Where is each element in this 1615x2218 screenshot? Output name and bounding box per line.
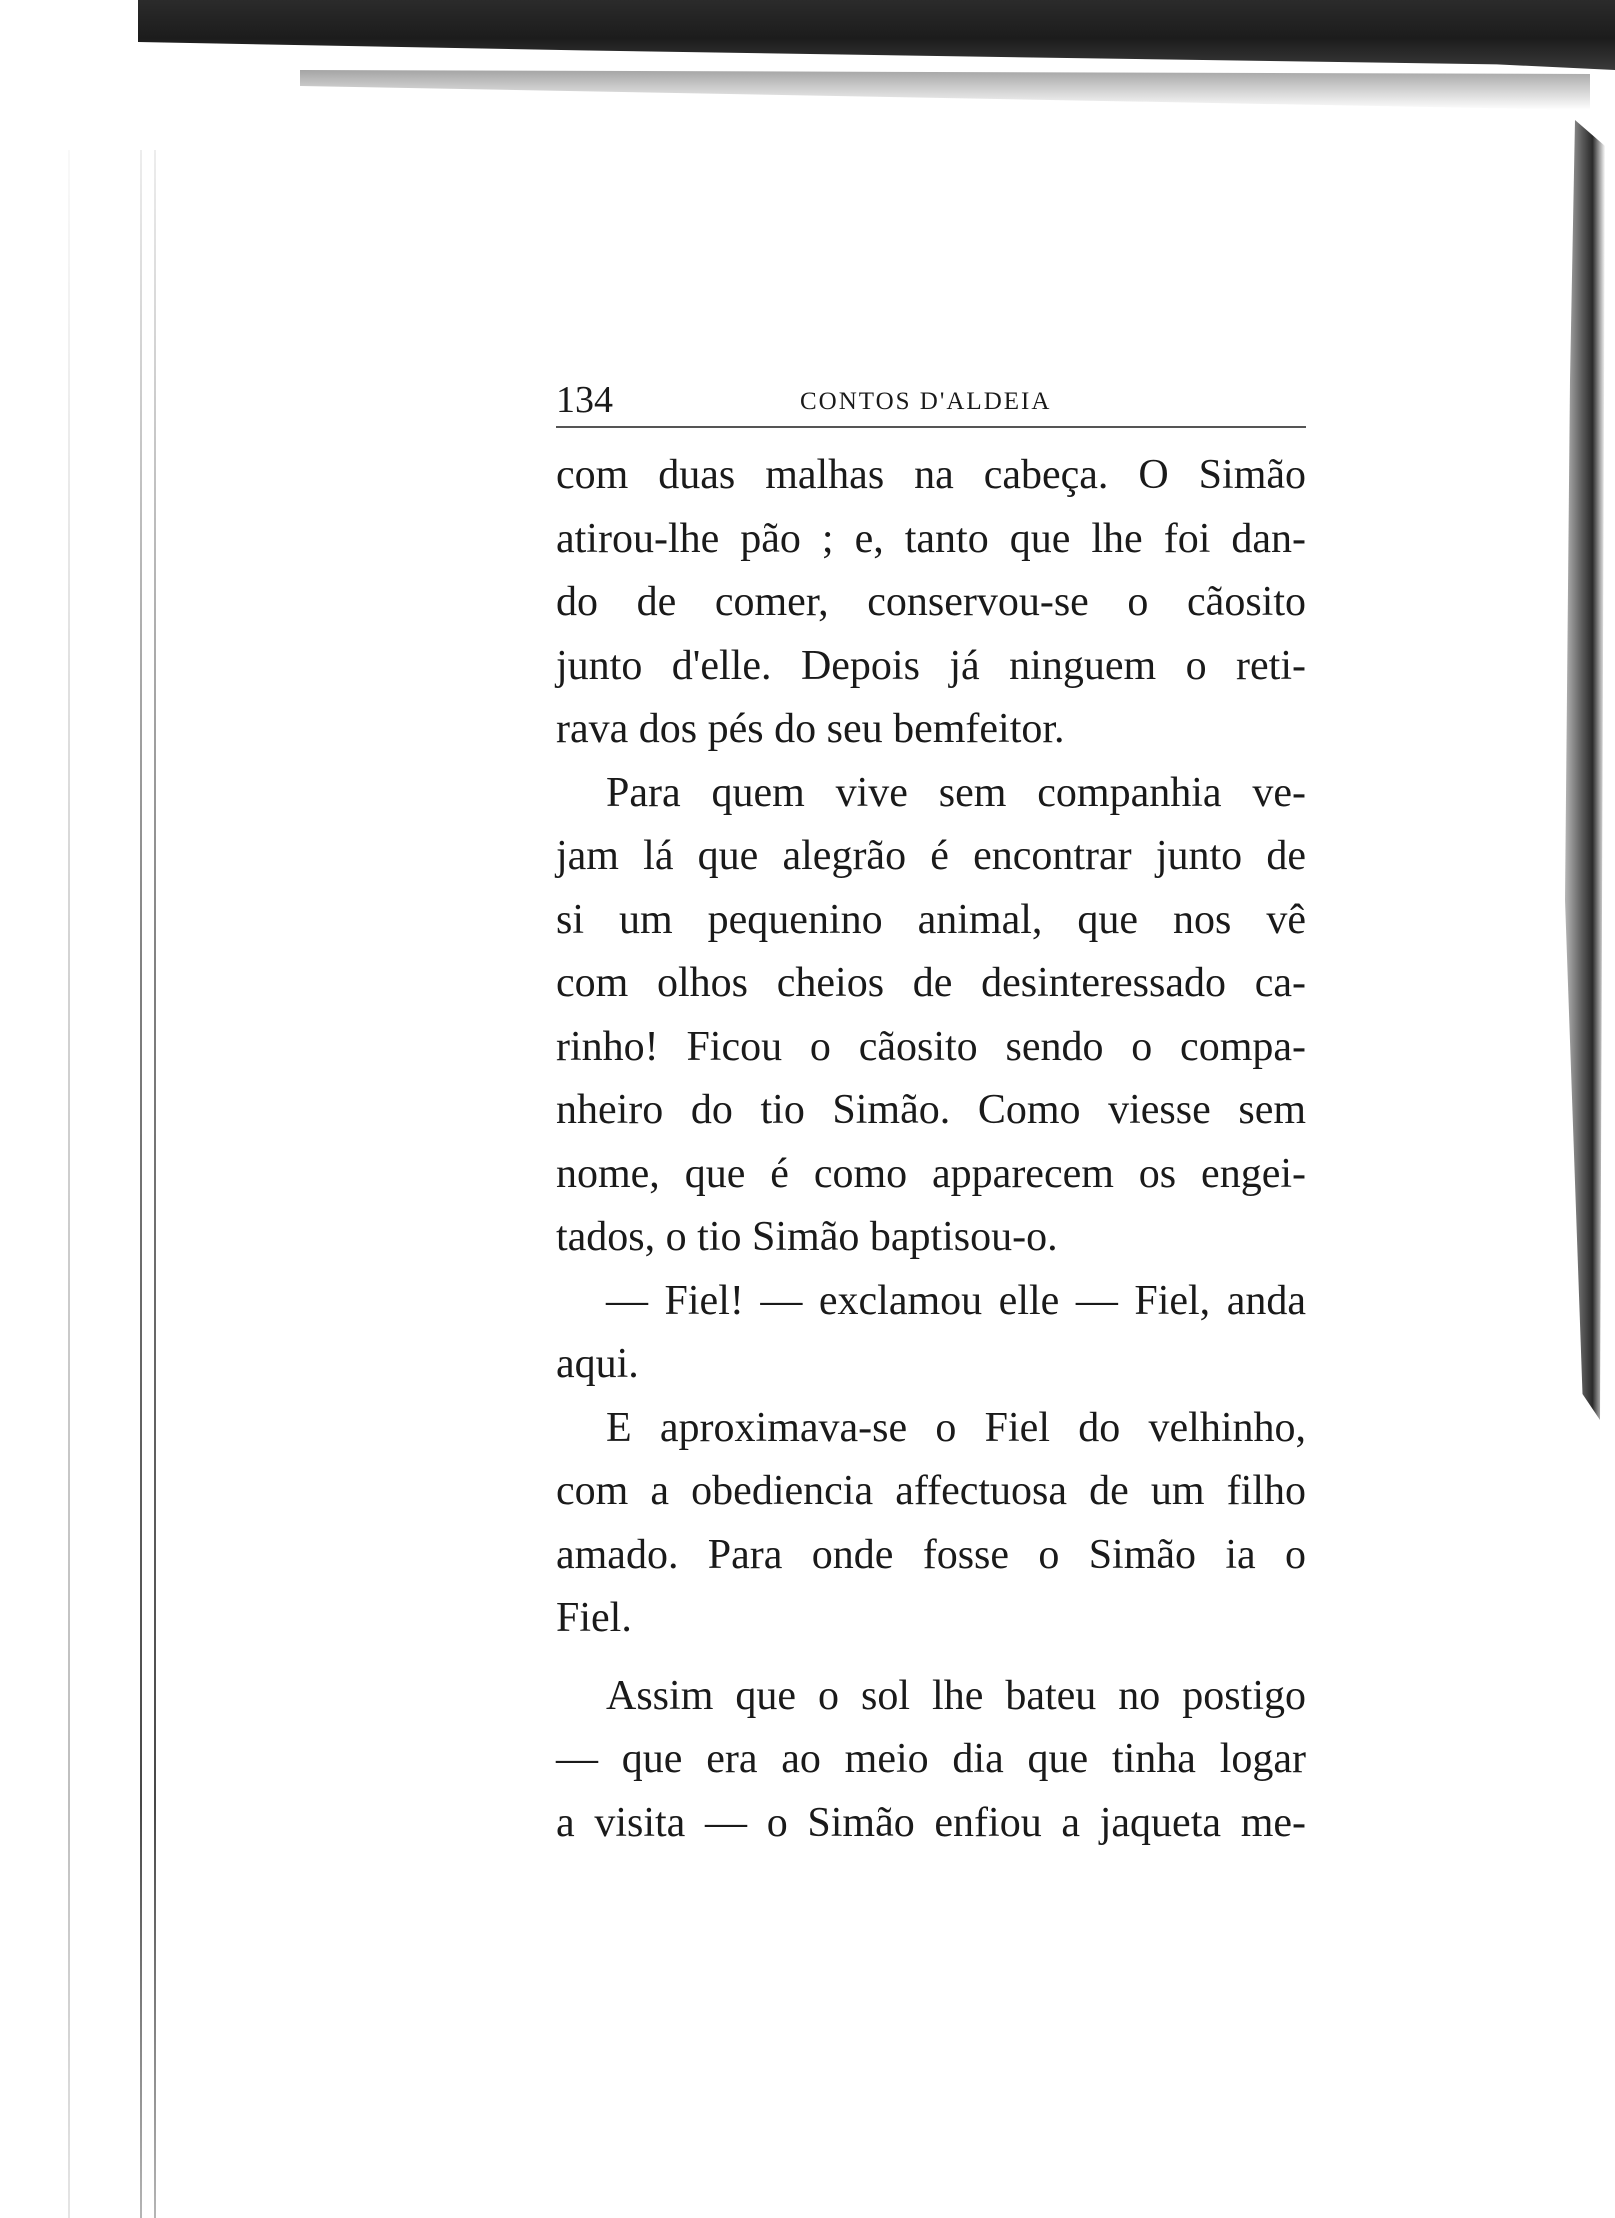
text-line: — Fiel! — exclamou elle — Fiel, anda <box>606 1277 1306 1324</box>
scan-shadow-top-fade <box>300 70 1590 110</box>
running-head <box>556 378 1306 428</box>
text-line: com duas malhas na cabeça. O Simão <box>556 452 1306 498</box>
text-line: rava dos pés do seu bemfeitor. <box>556 706 1065 752</box>
text-line: si um pequenino animal, que nos vê <box>556 896 1306 943</box>
paragraph <box>556 1665 1306 1856</box>
text-line: junto d'elle. Depois já ninguem o reti- <box>556 642 1306 689</box>
text-line: — que era ao meio dia que tinha logar <box>556 1736 1306 1782</box>
book-page <box>556 378 1306 1855</box>
paragraph <box>556 444 1306 762</box>
page-number: 134 <box>556 379 613 421</box>
text-line: Para quem vive sem companhia ve- <box>606 769 1306 816</box>
text-line: Fiel. <box>556 1595 632 1641</box>
scan-shadow-right <box>1555 120 1605 1420</box>
paragraph <box>556 762 1306 1270</box>
text-line: nheiro do tio Simão. Como viesse sem <box>556 1087 1306 1133</box>
text-line: com a obediencia affectuosa de um filho <box>556 1468 1306 1514</box>
text-line: aqui. <box>556 1341 639 1387</box>
scan-shadow-top <box>138 0 1615 70</box>
text-line: atirou-lhe pão ; e, tanto que lhe foi dan- <box>556 515 1306 562</box>
paragraph <box>556 1270 1306 1397</box>
book-title: CONTOS D'ALDEIA <box>800 388 1052 415</box>
text-line: amado. Para onde fosse o Simão ia o <box>556 1531 1306 1578</box>
text-line: rinho! Ficou o cãosito sendo o compa- <box>556 1023 1306 1070</box>
text-line: do de comer, conservou-se o cãosito <box>556 579 1306 625</box>
body-text <box>556 444 1306 1855</box>
text-line: nome, que é como apparecem os engei- <box>556 1150 1306 1197</box>
paragraph <box>556 1397 1306 1651</box>
text-line: jam lá que alegrão é encontrar junto de <box>556 833 1306 879</box>
paragraph-gap <box>556 1651 1306 1665</box>
text-line: Assim que o sol lhe bateu no postigo <box>606 1672 1306 1719</box>
text-line: a visita — o Simão enfiou a jaqueta me- <box>556 1799 1306 1846</box>
text-line: com olhos cheios de desinteressado ca- <box>556 960 1306 1006</box>
text-line: E aproximava-se o Fiel do velhinho, <box>606 1404 1306 1451</box>
scan-binding-lines <box>60 150 160 2218</box>
text-line: tados, o tio Simão baptisou-o. <box>556 1214 1058 1260</box>
